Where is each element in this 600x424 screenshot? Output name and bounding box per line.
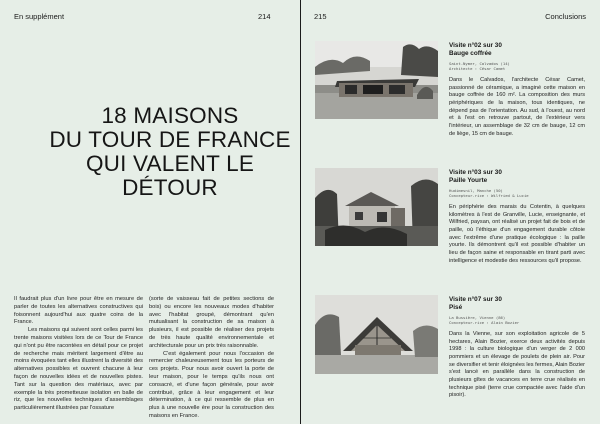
title-line: DU TOUR DE FRANCE [49,127,291,152]
visit-label: Visite n°03 sur 30 [449,169,502,176]
visit-label: Visite n°07 sur 30 [449,296,502,303]
page-number: 214 [258,12,271,21]
visit-location: La Bussière, Vienne (86) [449,315,506,320]
section-header: Conclusions [545,12,586,21]
visit-name: Paille Yourte [449,177,488,184]
visit-name: Pisé [449,304,463,311]
page-number: 215 [314,12,327,21]
page-title [40,104,300,200]
house-photo-pise [315,295,438,374]
section-header: En supplément [14,12,65,21]
visit-credit: Architecte : César Camet [449,66,506,72]
visit-description: Dans la Vienne, sur son exploitation agricole de 5 hectares, Alain Bozier, exerce deux activités depuis 1998 : la culture biologique d'un verger de 2 000 pommiers et un élevage de poulets de plein air. Pour se diversifier et tenir éloignées les fermes, Alain Bozier s'est lancé en parallèle dans la construction de plusieurs gîtes de vacances en terre crue réalisés en technique pisé (terre crue compactée avec l'aide d'un pisoir). [449,330,585,399]
intro-column-1 [14,296,143,413]
house-photo-paille-yourte [315,168,438,246]
paragraph: C'est également pour nous l'occasion de remercier chaleureusement tous les porteurs de ces projets. Pour nous avoir ouvert la porte de leur maison, pour le temps qu'ils nous ont consacré, et d'une façon générale, pour avoir contribué, grâce à leur engagement et leur détermination, à ce qui ressemble de plus en plus à une nouvelle ère pour la construction des maisons en France. [149,350,274,419]
visit-location: Hudimesnil, Manche (50) [449,188,503,193]
right-page [301,0,600,424]
visit-meta [449,188,585,199]
paragraph: Il faudrait plus d'un livre pour être en mesure de parler de toutes les alternatives constructives qui foisonnent aujourd'hui aux quatre coins de la France. [14,296,143,326]
intro-column-2 [149,296,274,421]
house-photo-bauge [315,41,438,119]
visit-card [449,296,585,400]
visit-name: Bauge coffrée [449,50,492,57]
title-line: DÉTOUR [122,175,218,200]
paragraph: Les maisons qui suivent sont celles parmi les trente maisons visitées lors de ce Tour de France qui n'ont pu être racontées en détail pour ce projet de recherche mais méritent largement d'être au moins évoquées tant elles illustrent la diversité des alternatives possibles et ouvrent chacune à leur façon de nouvelles idées et de nouvelles pistes. Tant sur la question des matériaux, avec par exemple la très prometteuse isolation en balle de riz, que les nouvelles techniques d'assemblages particulièrement illustrées par l'ossature [14,327,143,412]
visit-description: En périphérie des marais du Cotentin, à quelques kilomètres à l'est de Granville, Lucie, enseignante, et Wilfried, paysan, ont réalisé un projet fait de bois et de paille, où l'éthique d'un engagement durable côtoie avec l'extrême d'une pratique écologique : la paille yourte. Ils démontrent qu'il est possible d'habiter un lieu de façon saine et responsable en tirant parti avec intelligence et modestie des ressources qu'il propose. [449,203,585,264]
title-line: 18 MAISONS [101,103,239,128]
title-line: QUI VALENT LE [85,151,255,176]
visit-label: Visite n°02 sur 30 [449,42,502,49]
visit-meta [449,315,585,326]
visit-card [449,42,585,138]
visit-meta [449,61,585,72]
visit-card [449,169,585,265]
visit-credit: Concepteur.rice : Alain Bozier [449,320,520,326]
visit-location: Saint-Nymer, Calvados (14) [449,61,510,66]
paragraph: (sorte de vaisseau fait de petites sections de bois) ou encore les nouveaux modes d'habiter avec l'habitat groupé, démontrant qu'en mutualisant la construction de sa maison à plusieurs, il est possible de réaliser des projets de très haute qualité environnementale et architecturale pour un prix très raisonnable. [149,296,274,349]
visit-description: Dans le Calvados, l'architecte César Camet, passionné de céramique, a imaginé cette maison en bauge coffrée de 160 m². La composition des murs périphériques de la maison, tous identiques, ne dépend pas de l'orientation. Au sud, à l'ouest, au nord et à l'est on retrouve partout, de l'extérieur vers l'intérieur, un assemblage de 32 cm de bauge, 12 cm de liège, 15 cm de bauge. [449,76,585,137]
visit-credit: Concepteur.rice : Wilfried & Lucie [449,193,529,199]
